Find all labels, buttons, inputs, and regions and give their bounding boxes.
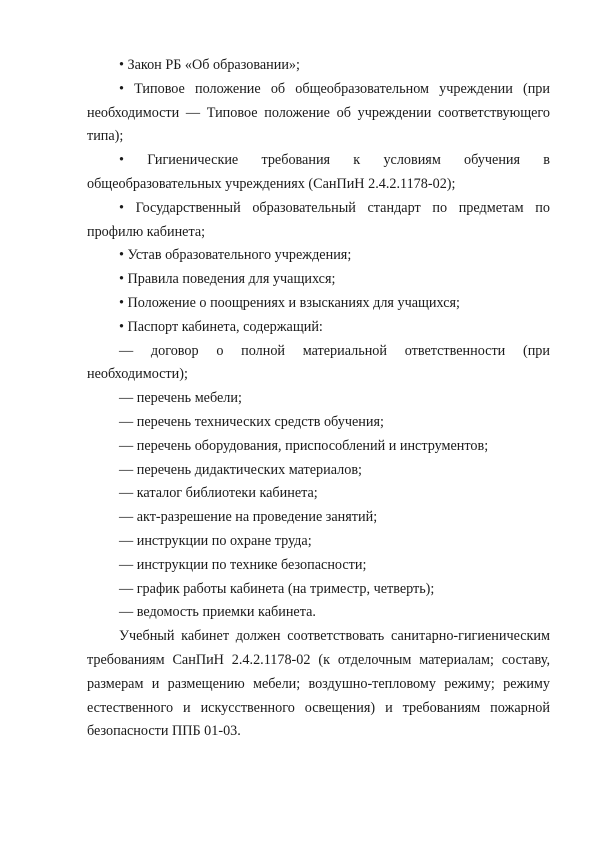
sub-item-work-schedule: — график работы кабинета (на триместр, четверть); bbox=[119, 580, 435, 597]
sub-item-technical-aids-list: — перечень технических средств обучения; bbox=[119, 413, 384, 430]
list-item-hygiene-requirements: • Гигиенические требования к условиям обучения в общеобразовательных учреждениях (СанПиН 2.4.2.1178-02); bbox=[87, 152, 550, 192]
list-item-model-regulation: • Типовое положение об общеобразовательном учреждении (при необходимости — Типовое положение об учреждении соответствующего типа); bbox=[87, 80, 550, 145]
sub-item-labor-safety-instructions: — инструкции по охране труда; bbox=[119, 532, 312, 549]
closing-paragraph: Учебный кабинет должен соответствовать санитарно-гигиеническим требованиям СанПиН 2.4.2.1178-02 (к отделочным материалам; составу, размерам и размещению мебели; воздушно-тепловому режиму; режиму естественного и искусственного освещения) и требованиям пожарной безопасности ППБ 01-03. bbox=[87, 628, 550, 740]
list-item-state-standard: • Государственный образовательный стандарт по предметам по профилю кабинета; bbox=[87, 199, 550, 240]
sub-item-equipment-list: — перечень оборудования, приспособлений и инструментов; bbox=[119, 437, 489, 454]
sub-item-safety-instructions: — инструкции по технике безопасности; bbox=[119, 556, 367, 573]
list-item-classroom-passport: • Паспорт кабинета, содержащий: bbox=[119, 318, 323, 335]
list-item-charter: • Устав образовательного учреждения; bbox=[119, 247, 352, 264]
list-item-behavior-rules: • Правила поведения для учащихся; bbox=[119, 271, 336, 288]
list-item-rewards-regulation: • Положение о поощрениях и взысканиях для учащихся; bbox=[119, 294, 460, 311]
sub-item-furniture-list: — перечень мебели; bbox=[119, 390, 242, 407]
sub-item-library-catalog: — каталог библиотеки кабинета; bbox=[119, 485, 318, 502]
list-item-law: • Закон РБ «Об образовании»; bbox=[119, 57, 300, 73]
sub-item-didactic-materials-list: — перечень дидактических материалов; bbox=[119, 461, 362, 478]
sub-item-liability-contract: — договор о полной материальной ответственности (при необходимости); bbox=[87, 342, 550, 383]
sub-item-acceptance-statement: — ведомость приемки кабинета. bbox=[119, 604, 316, 621]
sub-item-permission-act: — акт-разрешение на проведение занятий; bbox=[119, 509, 378, 526]
document-body bbox=[87, 54, 550, 744]
